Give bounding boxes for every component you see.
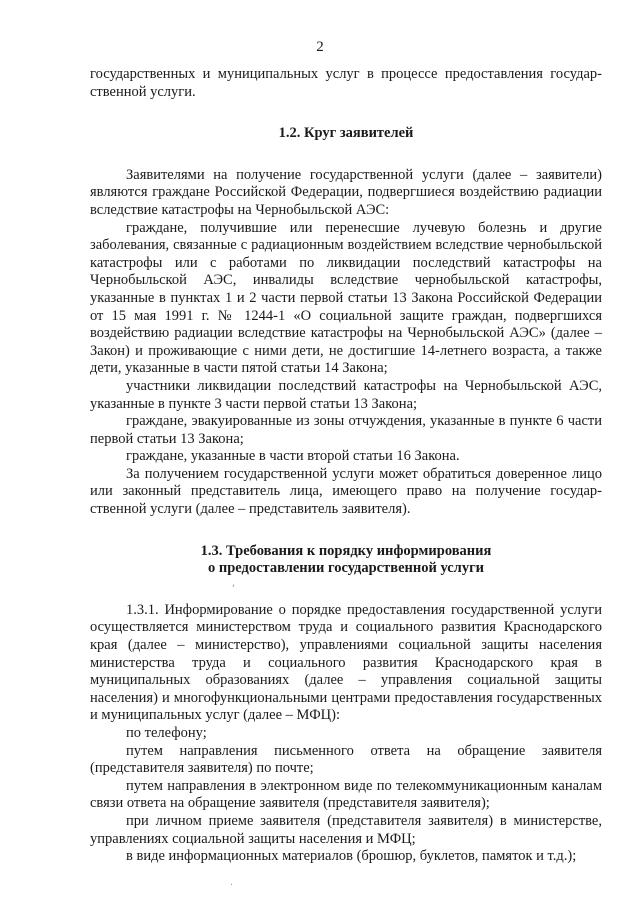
applicants-category-3: граждане, эвакуированные из зоны отчуждения, указанные в пункте 6 части первой статьи 13 Закона; <box>90 413 602 447</box>
informing-method-materials: в виде информационных материалов (брошюр, буклетов, памяток и т.д.); <box>126 848 577 865</box>
informing-method-electronic: путем направления в электронном виде по телекоммуникационным каналам связи ответа на обращение заявителя (представителя заявителя); <box>90 777 602 812</box>
scan-speck: , <box>232 578 236 589</box>
representative-paragraph: За получением государственной услуги может обратиться доверенное лицо или законный представитель лица, имеющего право на получение государственной услуги (далее – представитель заявителя). <box>90 465 602 518</box>
informing-method-personal: при личном приеме заявителя (представителя заявителя) в министерстве, управлениях социальной защиты населения и МФЦ; <box>90 812 602 847</box>
section-heading-1-3 <box>90 543 602 578</box>
section-heading-1-3-line1: 1.3. Требования к порядку информирования <box>200 542 492 559</box>
informing-method-mail: путем направления письменного ответа на обращение заявителя (представителя заявителя) по почте; <box>90 742 602 777</box>
applicants-paragraph: Заявителями на получение государственной услуги (далее – заявители) являются граждане Российской Федерации, подвергшиеся воздействию радиации вследствие катастрофы на Чернобыльской АЭС: <box>90 166 602 218</box>
section-heading-1-3-line2: о предоставлении государственной услуги <box>207 560 485 577</box>
continuation-paragraph: государственных и муниципальных услуг в процессе предоставления государственной услуги. <box>90 66 602 100</box>
scan-speck: · <box>230 880 234 891</box>
applicants-category-1: граждане, получившие или перенесшие лучевую болезнь и другие заболевания, связанные с радиационным воздействием вследствие чернобыльской катастрофы или с работами по ликвидации последствий катастрофы на Чернобыльской АЭС, инвалиды вследствие чернобыльской катастрофы, указанные в пунктах 1 и 2 части первой статьи 13 Закона Российской Федерации от 15 мая 1991 г. № 1244-1 «О социальной защите граждан, подвергшихся воздействию радиации вследствие катастрофы на Чернобыльской АЭС» (далее – Закон) и проживающие с ними дети, не достигшие 14-летнего возраста, а также дети, указанные в части пятой статьи 14 Закона; <box>90 219 602 377</box>
applicants-category-4: граждане, указанные в части второй статьи 16 Закона. <box>126 448 460 465</box>
informing-paragraph: 1.3.1. Информирование о порядке предоставления государственной услуги осуществляется министерством труда и социального развития Краснодарского края (далее – министерство), управлениями социальной защиты населения министерства труда и социального развития Краснодарского края в муниципальных образованиях (далее – управления социальной защиты населения) и многофункциональными центрами предоставления государственных и муниципальных услуг (далее – МФЦ): <box>90 601 602 724</box>
section-heading-1-2: 1.2. Круг заявителей <box>278 125 414 142</box>
page-number: 2 <box>316 39 324 55</box>
document-body <box>90 66 602 866</box>
applicants-category-2: участники ликвидации последствий катастрофы на Чернобыльской АЭС, указанные в пункте 3 части первой статьи 13 Закона; <box>90 377 602 412</box>
informing-method-phone: по телефону; <box>126 725 207 741</box>
